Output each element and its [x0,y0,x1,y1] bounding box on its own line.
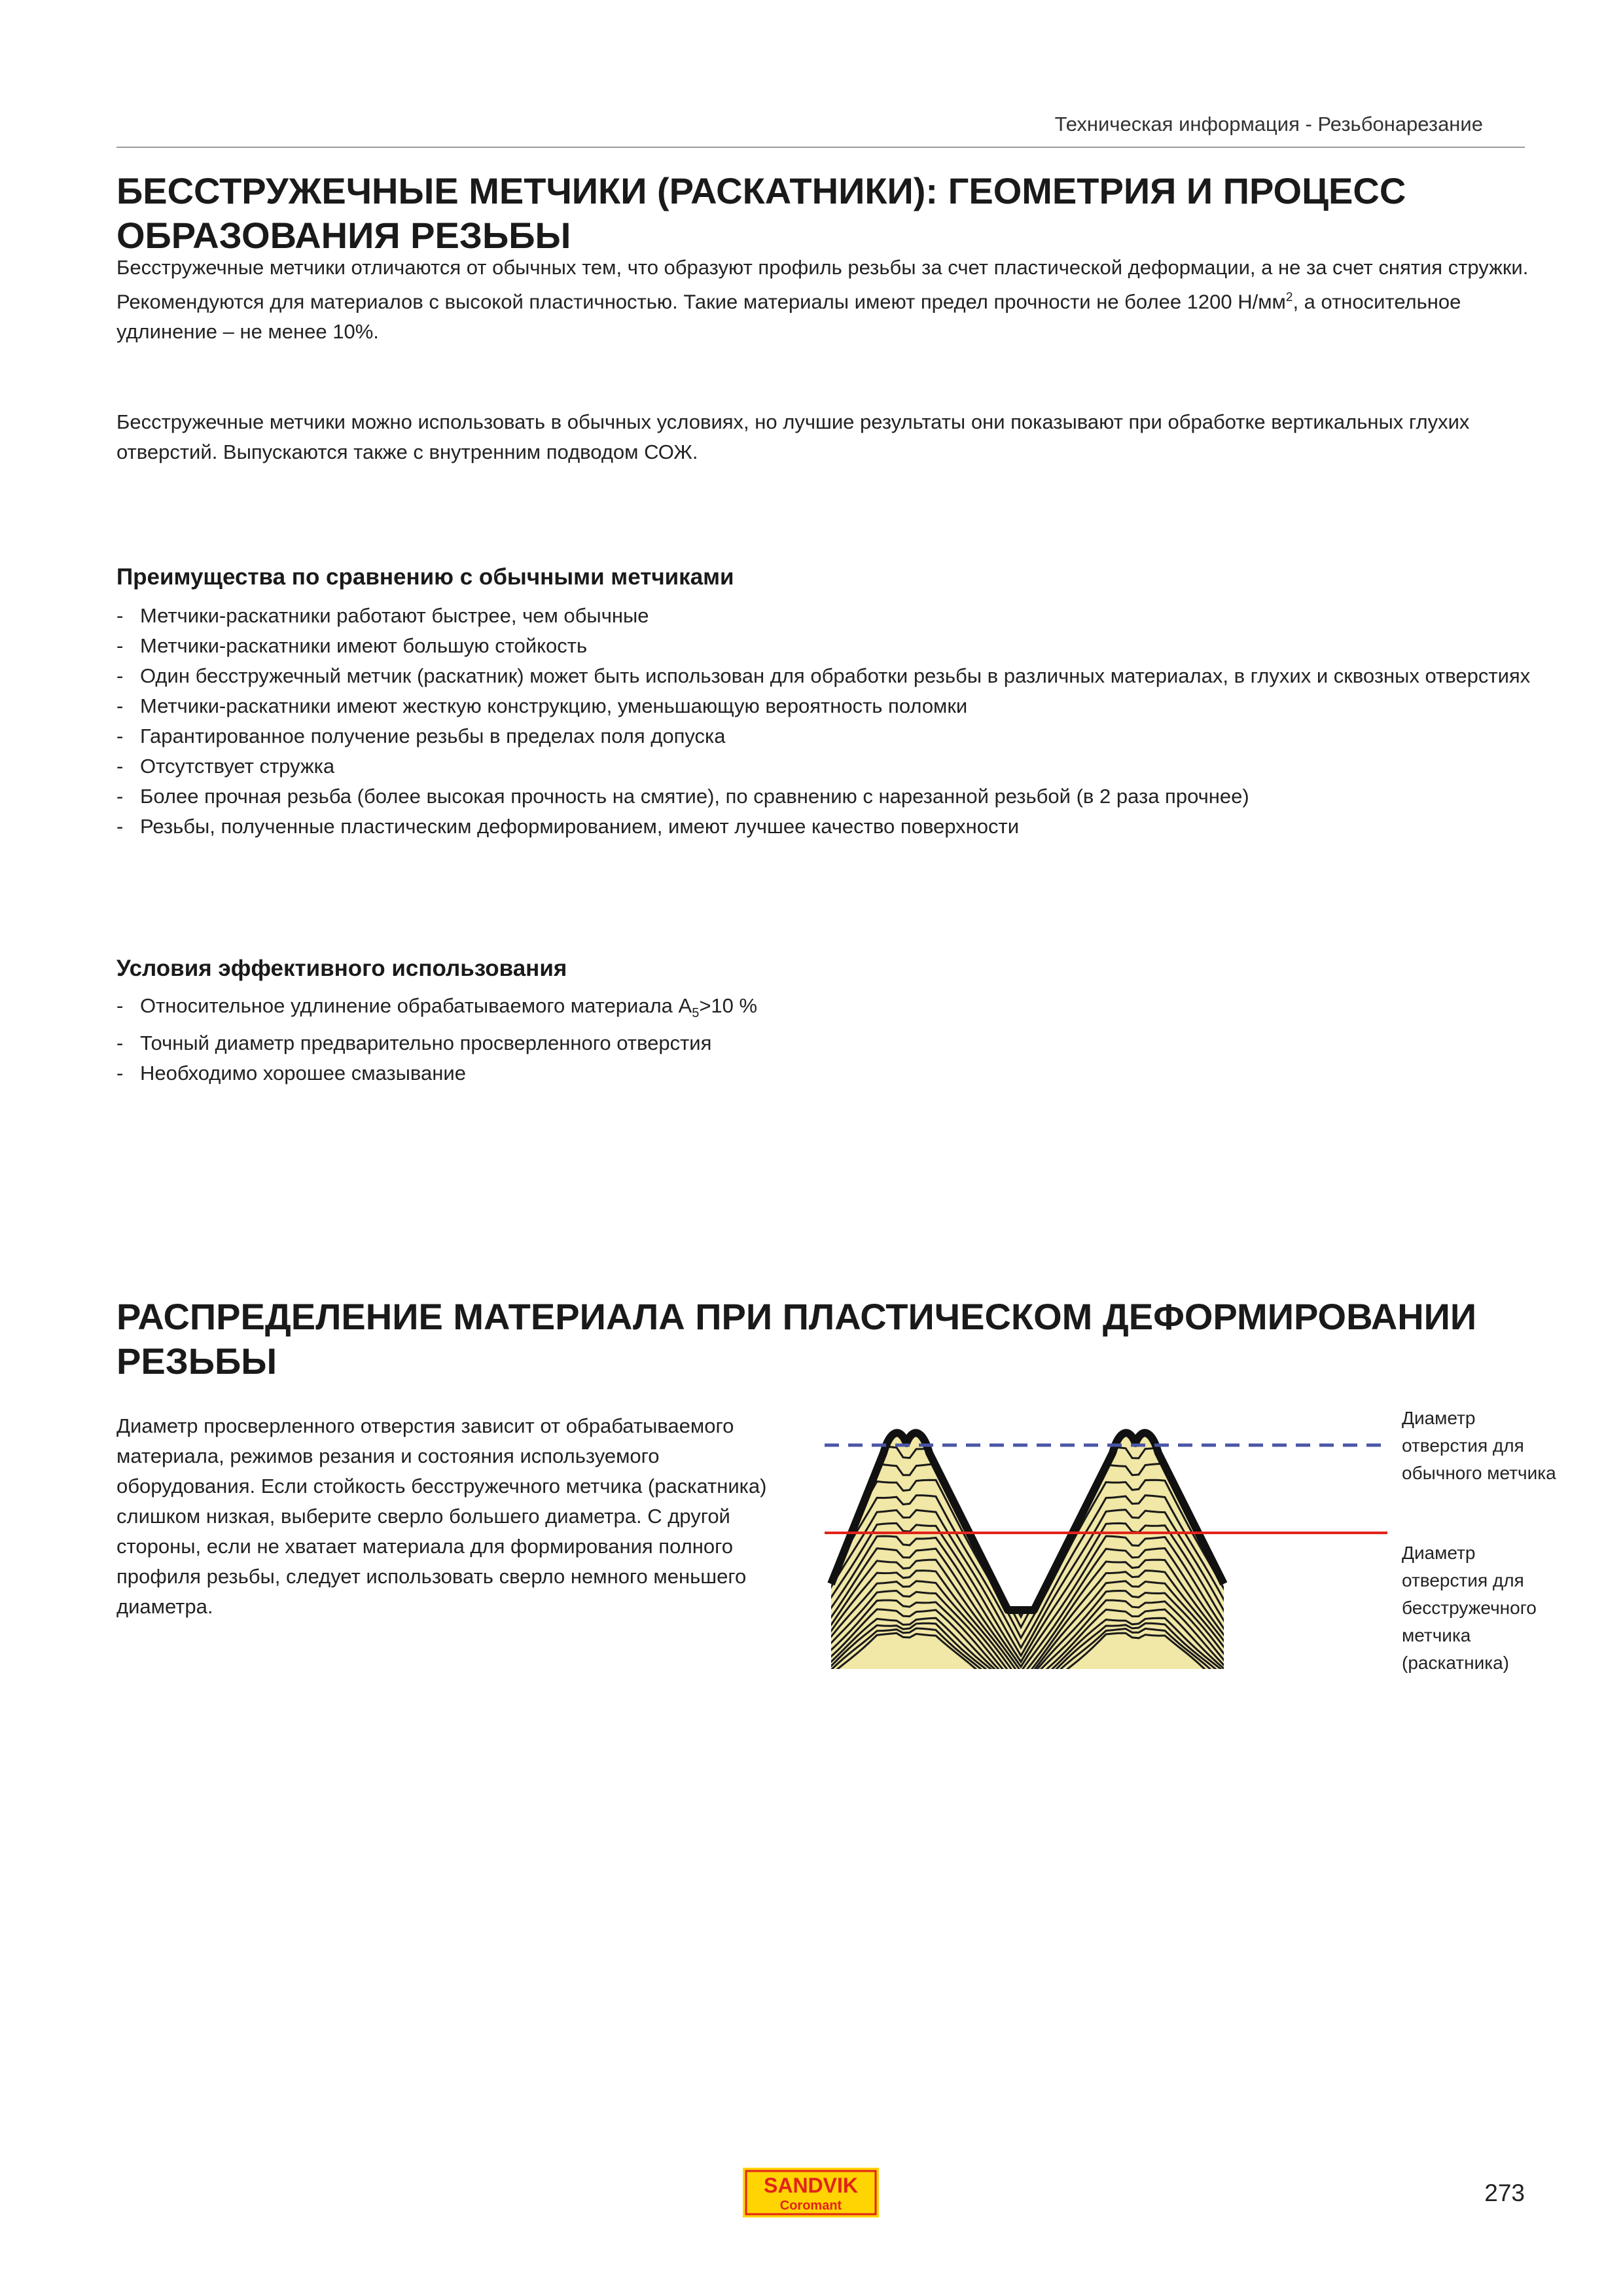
intro-paragraph-1: Бесстружечные метчики отличаются от обычных тем, что образуют профиль резьбы за счет пластической деформации, а не за счет снятия стружки. Рекомендуются для материалов с высокой пластичностью. Такие материалы имеют предел прочности не более 1200 $Н/мм^2$, а относительное удлинение – не менее 10%. [116,256,1529,344]
conditions-list [116,991,1556,1088]
list-item: - Резьбы, полученные пластическим деформированием, имеют лучшее качество поверхности [116,812,1556,842]
logo-wordmark: SANDVIK [763,2174,859,2197]
list-item: - Точный диаметр предварительно просверленного отверстия [116,1028,1556,1058]
list-item: - Необходимо хорошее смазывание [116,1058,1556,1088]
list-item: - Метчики-раскатники имеют жесткую конструкцию, уменьшающую вероятность поломки [116,691,1556,721]
advantages-list [116,601,1556,842]
list-item: - Гарантированное получение резьбы в пределах поля допуска [116,721,1556,751]
page-title: БЕССТРУЖЕЧНЫЕ МЕТЧИКИ (РАСКАТНИКИ): ГЕОМЕТРИЯ И ПРОЦЕСС ОБРАЗОВАНИЯ РЕЗЬБЫ [116,170,1406,256]
advantages-heading: Преимущества по сравнению с обычными метчиками [116,564,734,590]
page-number: 273 [1484,2179,1525,2206]
superscript-squared: 2 [1285,291,1293,304]
caption-conventional-tap-hole: Диаметр отверстия для обычного метчика [1402,1408,1556,1483]
list-item: - Более прочная резьба (более высокая прочность на смятие), по сравнению с нарезанной резьбой (в 2 раза прочнее) [116,781,1556,812]
subscript-5: 5 [692,1006,700,1021]
distribution-paragraph: Диаметр просверленного отверстия зависит от обрабатываемого материала, режимов резания и состояния используемого оборудования. Если стойкость бесстружечного метчика (раскатника) слишком низкая, выберите сверло большего диаметра. С другой стороны, если не хватает материала для формирования полного профиля резьбы, следует использовать сверло немного меньшего диаметра. [116,1414,767,1618]
conditions-heading: Условия эффективного использования [116,956,567,981]
list-item: - Метчики-раскатники имеют большую стойкость [116,631,1556,661]
section-title-distribution: РАСПРЕДЕЛЕНИЕ МАТЕРИАЛА ПРИ ПЛАСТИЧЕСКОМ ДЕФОРМИРОВАНИИ РЕЗЬБЫ [116,1296,1477,1382]
caption-forming-tap-hole: Диаметр отверстия для бесстружечного метчика (раскатника) [1402,1543,1537,1673]
logo-subtitle: Coromant [779,2198,842,2213]
sandvik-coromant-logo [743,2168,879,2217]
list-item: - Относительное удлинение обрабатываемого материала $A_5>10$ % [116,991,1556,1028]
list-item: - Метчики-раскатники работают быстрее, чем обычные [116,601,1556,631]
section-header: Техническая информация - Резьбонарезание [1054,113,1483,135]
list-item: - Отсутствует стружка [116,751,1556,781]
thread-profile-diagram [825,1414,1387,1689]
list-item: - Один бесстружечный метчик (раскатник) может быть использован для обработки резьбы в различных материалах, в глухих и сквозных отверстиях [116,661,1556,691]
header-divider [116,147,1525,148]
intro-paragraph-2: Бесстружечные метчики можно использовать в обычных условиях, но лучшие результаты они показывают при обработке вертикальных глухих отверстий. Выпускаются также с внутренним подводом СОЖ. [116,410,1470,463]
